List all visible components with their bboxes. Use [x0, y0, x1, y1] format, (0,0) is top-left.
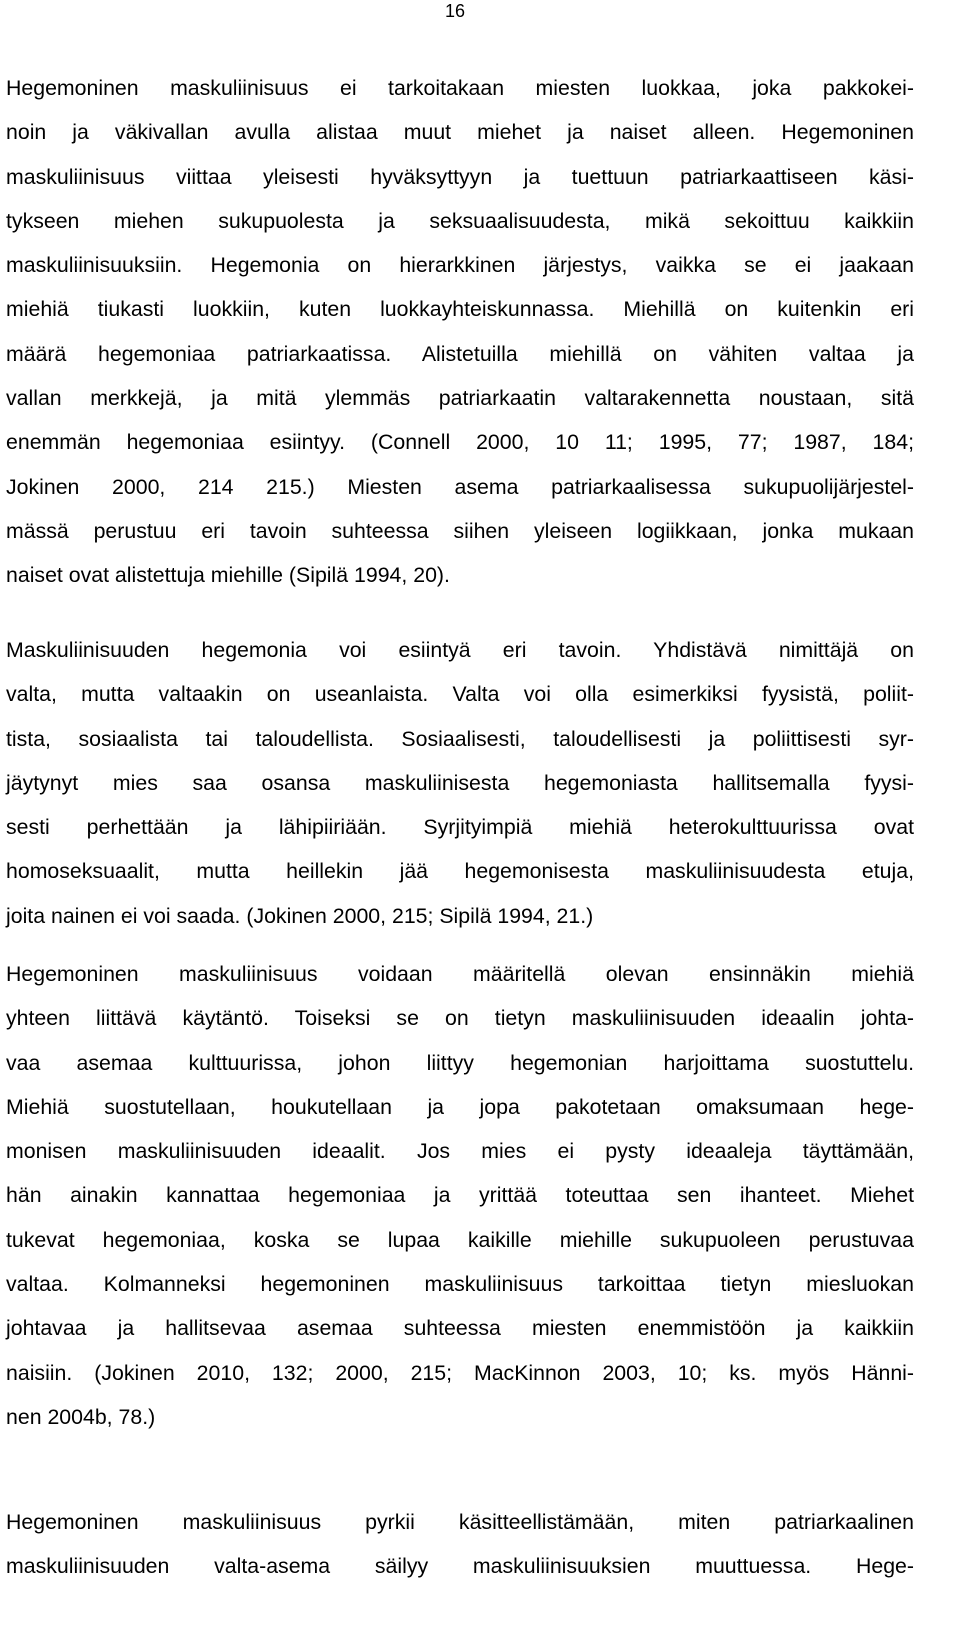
- text-line: Jokinen 2000, 214 215.) Miesten asema patriarkaalisessa sukupuolijärjestel-: [6, 474, 914, 499]
- text-line: Hegemoninen maskuliinisuus ei tarkoitakaan miesten luokkaa, joka pakkokei-: [6, 76, 914, 100]
- text-line: naisiin. (Jokinen 2010, 132; 2000, 215; MacKinnon 2003, 10; ks. myös Hänni-: [6, 1360, 914, 1385]
- text-line: noin ja väkivallan avulla alistaa muut miehet ja naiset alleen. Hegemoninen: [6, 120, 914, 145]
- paragraph-4: [6, 1500, 914, 1589]
- text-line: yhteen liittävä käytäntö. Toiseksi se on tietyn maskuliinisuuden ideaalin johta-: [6, 1006, 914, 1031]
- text-line: Maskuliinisuuden hegemonia voi esiintyä eri tavoin. Yhdistävä nimittäjä on: [6, 638, 914, 662]
- text-line: tykseen miehen sukupuolesta ja seksuaalisuudesta, mikä sekoittuu kaikkiin: [6, 208, 914, 233]
- paragraph-3: [6, 952, 914, 1439]
- text-line: maskuliinisuuksiin. Hegemonia on hierarkkinen järjestys, vaikka se ei jaakaan: [6, 253, 914, 278]
- text-line: tukevat hegemoniaa, koska se lupaa kaikille miehille sukupuoleen perustuvaa: [6, 1227, 914, 1252]
- paragraph-2: [6, 628, 914, 938]
- text-line: mässä perustuu eri tavoin suhteessa siihen yleiseen logiikkaan, jonka mukaan: [6, 518, 914, 543]
- text-line: miehiä tiukasti luokkiin, kuten luokkayhteiskunnassa. Miehillä on kuitenkin eri: [6, 297, 914, 322]
- text-line: maskuliinisuus viittaa yleisesti hyväksyttyyn ja tuettuun patriarkaattiseen käsi-: [6, 164, 914, 189]
- text-line: maskuliinisuuden valta-asema säilyy maskuliinisuuksien muuttuessa. Hege-: [6, 1554, 914, 1579]
- text-line: Miehiä suostutellaan, houkutellaan ja jopa pakotetaan omaksumaan hege-: [6, 1094, 914, 1119]
- text-line: monisen maskuliinisuuden ideaalit. Jos mies ei pysty ideaaleja täyttämään,: [6, 1139, 914, 1164]
- text-line: tista, sosiaalista tai taloudellista. Sosiaalisesti, taloudellisesti ja poliittisesti syr-: [6, 726, 914, 751]
- text-line: johtavaa ja hallitsevaa asemaa suhteessa miesten enemmistöön ja kaikkiin: [6, 1316, 914, 1341]
- text-line: valtaa. Kolmanneksi hegemoninen maskuliinisuus tarkoittaa tietyn miesluokan: [6, 1272, 914, 1297]
- text-line: vaa asemaa kulttuurissa, johon liittyy hegemonian harjoittama suostuttelu.: [6, 1050, 914, 1075]
- text-line: jäytynyt mies saa osansa maskuliinisesta hegemoniasta hallitsemalla fyysi-: [6, 770, 914, 795]
- text-line: joita nainen ei voi saada. (Jokinen 2000, 215; Sipilä 1994, 21.): [6, 903, 594, 928]
- text-line: valta, mutta valtaakin on useanlaista. Valta voi olla esimerkiksi fyysistä, poliit-: [6, 682, 914, 707]
- text-line: Hegemoninen maskuliinisuus pyrkii käsitteellistämään, miten patriarkaalinen: [6, 1510, 914, 1534]
- paragraph-1: [6, 66, 914, 598]
- page-number: 16: [445, 1, 466, 21]
- text-line: hän ainakin kannattaa hegemoniaa ja yrittää toteuttaa sen ihanteet. Miehet: [6, 1183, 914, 1208]
- text-line: vallan merkkejä, ja mitä ylemmäs patriarkaatin valtarakennetta noustaan, sitä: [6, 386, 914, 411]
- text-line: sesti perhettään ja lähipiiriään. Syrjityimpiä miehiä heterokulttuurissa ovat: [6, 815, 914, 840]
- text-line: Hegemoninen maskuliinisuus voidaan määritellä olevan ensinnäkin miehiä: [6, 962, 914, 986]
- text-line: nen 2004b, 78.): [6, 1404, 156, 1429]
- text-line: homoseksuaalit, mutta heillekin jää hegemonisesta maskuliinisuudesta etuja,: [6, 859, 914, 884]
- text-line: naiset ovat alistettuja miehille (Sipilä 1994, 20).: [6, 563, 450, 588]
- text-line: enemmän hegemoniaa esiintyy. (Connell 2000, 10 11; 1995, 77; 1987, 184;: [6, 430, 914, 455]
- text-line: määrä hegemoniaa patriarkaatissa. Alistetuilla miehillä on vähiten valtaa ja: [6, 341, 914, 366]
